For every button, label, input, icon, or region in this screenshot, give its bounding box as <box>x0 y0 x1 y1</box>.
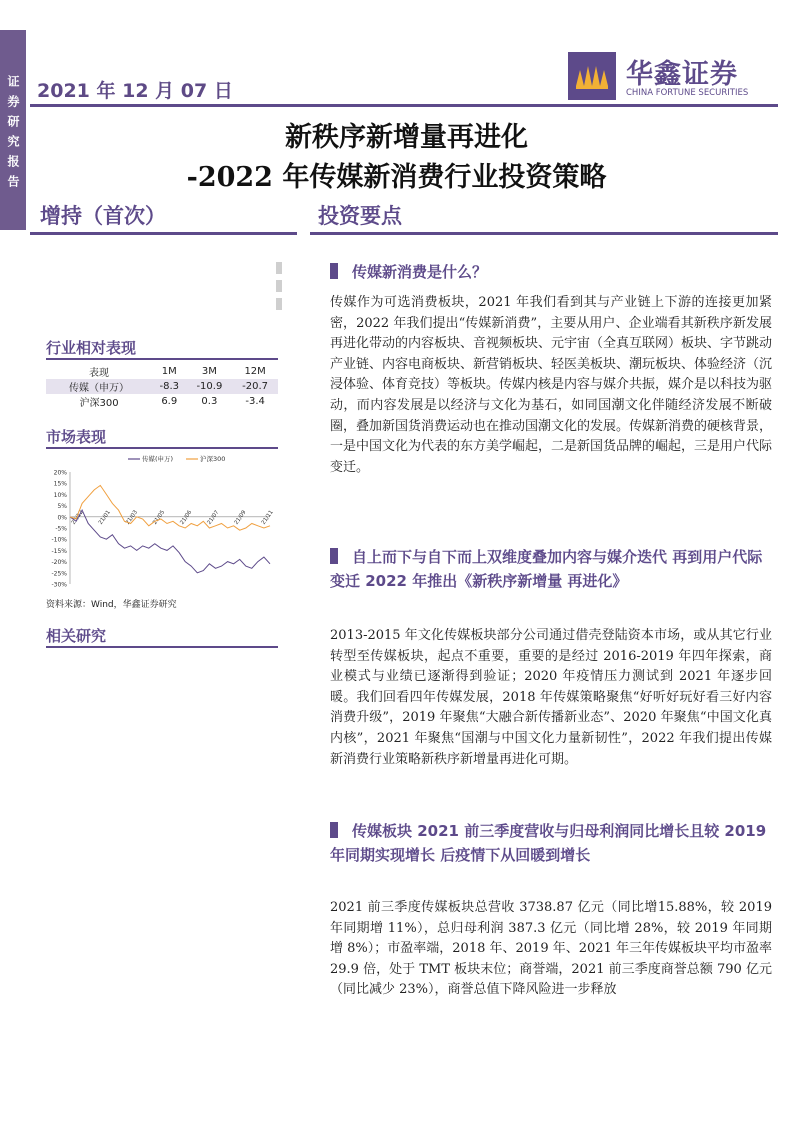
cell: -3.4 <box>245 396 265 407</box>
section-paragraph-1: 传媒作为可选消费板块，2021 年我们看到其与产业链上下游的连接更加紧密，2022 年我们提出“传媒新消费”，主要从用户、企业端看其新秩序新发展再进化带动的内容板块、音视频板块、元宇宙（全真互联网）板块、字节跳动产业链、内容电商板块、新营销板块、轻医美板块、潮玩板块、体验经济（沉浸体验、体育竞技）等板块。传媒内核是内容与媒介共振，媒介是以科技为驱动，而内容发展是以经济与文化为基石，如同国潮文化伴随经济发展不断破圈，叠加新国货消费运动也在推动国潮文化的发展。传媒新消费的硬核背景，一是中国文化为代表的东方美学崛起，二是新国货品牌的崛起，三是用户代际变迁。 <box>330 295 773 475</box>
table-row <box>46 394 278 409</box>
market-title: 市场表现 <box>46 428 107 446</box>
perf-title: 行业相对表现 <box>46 339 137 357</box>
x-tick-label: 21/11 <box>260 509 275 526</box>
y-tick-label: 5% <box>57 503 67 511</box>
report-title-line2: -2022 年传媒新消费行业投资策略 <box>186 162 607 193</box>
x-tick-label: 21/05 <box>152 509 167 526</box>
y-tick-label: -20% <box>51 559 67 567</box>
section-heading-3 <box>330 819 770 867</box>
rating: 增持（首次） <box>40 203 166 228</box>
chart-source: 资料来源：Wind，华鑫证券研究 <box>46 600 177 610</box>
y-tick-label: -15% <box>51 547 67 555</box>
legend-label: 传媒(申万) <box>142 455 174 463</box>
y-tick-label: 20% <box>53 469 67 477</box>
y-tick-label: 15% <box>53 480 67 488</box>
cell: 6.9 <box>161 396 178 407</box>
key-points-divider <box>310 232 778 235</box>
side-tab: 证券研究报告 <box>0 30 26 230</box>
perf-table-header <box>46 364 278 379</box>
report-title-line1: 新秩序新增量再进化 <box>285 122 528 153</box>
x-tick-label: 21/09 <box>233 509 248 526</box>
cell: -10.9 <box>187 379 233 394</box>
section-paragraph-2: 2013-2015 年文化传媒板块部分公司通过借壳登陆资本市场，或从其它行业转型至传媒板块，起点不重要，重要的是经过 2016-2019 年四年探索，商业模式与业绩已逐渐得到验证；2020 年疫情压力测试到 2021 年逐步回暖。我们回看四年传媒发展，2018 年传媒策略聚焦“好听好玩好看三好内容消费升级”，2019 年聚焦“大融合新传播新业态”、2020 年聚焦“中国文化真内核”，2021 年聚焦“国潮与中国文化力量新韧性”，2022 年我们提出传媒新消费行业策略新秩序新增量再进化可期。 <box>330 628 772 767</box>
x-tick-label: 21/06 <box>179 509 194 526</box>
perf-title-rule <box>46 358 278 360</box>
x-tick-label: 21/07 <box>206 509 221 526</box>
cell: -8.3 <box>152 379 186 394</box>
logo-english-name: CHINA FORTUNE SECURITIES <box>626 88 749 98</box>
section-heading-text: 传媒板块 2021 前三季度营收与归母利润同比增长且较 2019 年同期实现增长 后疫情下从回暖到增长 <box>330 822 767 864</box>
y-tick-label: 10% <box>53 491 67 499</box>
row-label: 传媒（申万） <box>46 379 152 394</box>
perf-col-1m: 1M <box>161 366 177 377</box>
cell: -20.7 <box>232 379 278 394</box>
row-label: 沪深300 <box>79 398 119 409</box>
section-heading-1 <box>330 260 770 284</box>
logo-chinese-name: 华鑫证券 <box>626 59 738 90</box>
perf-col-label: 表现 <box>89 368 110 379</box>
key-points-heading: 投资要点 <box>318 203 402 228</box>
table-row <box>46 379 278 394</box>
rating-divider <box>30 232 297 235</box>
y-tick-label: -5% <box>55 525 67 533</box>
report-date: 2021 年 12 月 07 日 <box>37 80 233 102</box>
top-divider <box>30 104 778 107</box>
x-tick-label: 21/01 <box>97 509 112 526</box>
company-logo <box>568 52 768 102</box>
section-heading-text: 传媒新消费是什么？ <box>352 263 488 281</box>
legend-label: 沪深300 <box>200 455 226 463</box>
x-tick-label: 20/12 <box>70 509 85 526</box>
perf-col-12m: 12M <box>244 366 266 377</box>
section-heading-text: 自上而下与自下而上双维度叠加内容与媒介迭代 再到用户代际变迁 2022 年推出《新秩序新增量 再进化》 <box>330 548 763 590</box>
y-tick-label: -10% <box>51 536 67 544</box>
market-title-rule <box>46 447 278 449</box>
perf-col-3m: 3M <box>201 366 217 377</box>
section-paragraph-3: 2021 前三季度传媒板块总营收 3738.87 亿元（同比增15.88%，较 2019 年同期增 11%），总归母利润 387.3 亿元（同比增 28%，较 2019 年同期增 8%）；市盈率端，2018 年、2019 年、2021 年三年传媒板块平均市盈率29.9 倍，处于 TMT 板块末位；商誉端，2021 前三季度商誉总额 790 亿元（同比减少 23%），商誉总值下降风险进一步释放 <box>330 900 772 998</box>
market-chart <box>44 450 280 592</box>
bullet-square-icon <box>330 822 338 838</box>
related-title: 相关研究 <box>46 627 107 645</box>
logo-mark-icon <box>568 52 616 100</box>
bullet-square-icon <box>330 548 338 564</box>
cell: 0.3 <box>201 396 218 407</box>
bullet-square-icon <box>330 263 338 279</box>
related-title-rule <box>46 646 278 648</box>
section-heading-2 <box>330 545 770 593</box>
perf-table <box>46 364 278 409</box>
decorative-marks <box>276 262 282 316</box>
y-tick-label: 0% <box>57 514 67 522</box>
y-tick-label: -30% <box>51 581 67 589</box>
x-tick-label: 21/03 <box>125 509 140 526</box>
y-tick-label: -25% <box>51 570 67 578</box>
